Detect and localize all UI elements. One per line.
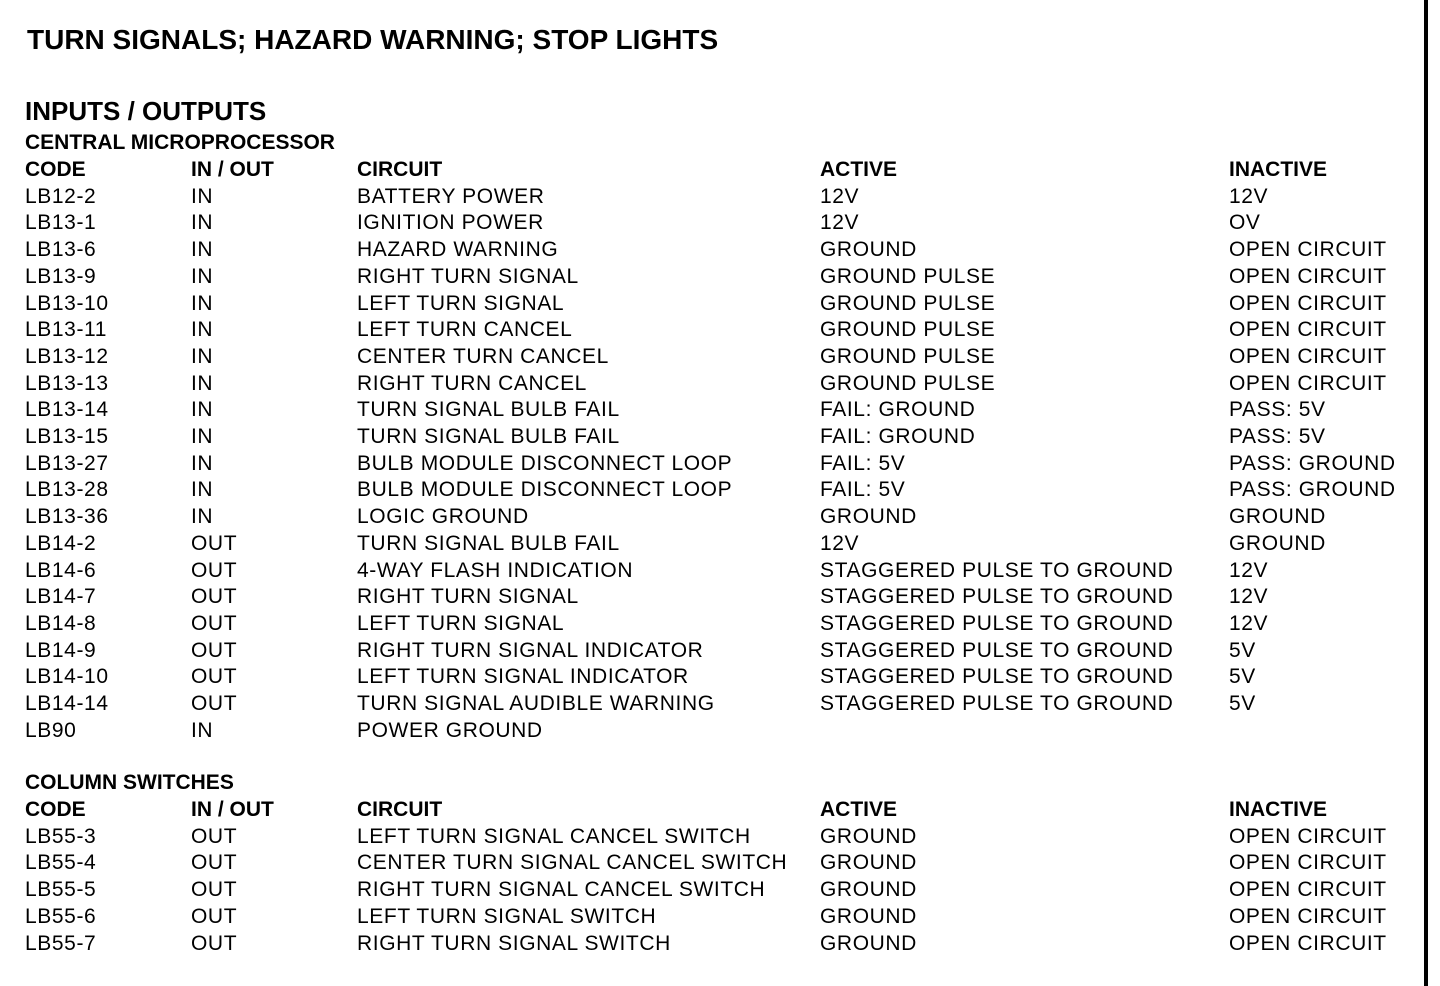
cell-inactive: 12V — [1229, 611, 1269, 635]
cell-code: LB14-2 — [25, 531, 97, 555]
cell-in-out: IN — [191, 264, 214, 288]
header-code: CODE — [25, 798, 86, 821]
cell-code: LB13-27 — [25, 451, 109, 475]
document-title: TURN SIGNALS; HAZARD WARNING; STOP LIGHTS — [27, 24, 719, 55]
cell-inactive: 12V — [1229, 585, 1269, 609]
cell-inactive: PASS: 5V — [1229, 425, 1326, 449]
table-row — [25, 344, 1425, 371]
table-row — [25, 638, 1425, 665]
cell-in-out: OUT — [191, 692, 238, 716]
cell-code: LB13-36 — [25, 505, 109, 529]
cell-active: STAGGERED PULSE TO GROUND — [820, 585, 1174, 609]
cell-code: LB14-14 — [25, 692, 109, 716]
cell-inactive: 12V — [1229, 558, 1269, 582]
cell-active: GROUND PULSE — [820, 344, 996, 368]
cell-active: STAGGERED PULSE TO GROUND — [820, 638, 1174, 662]
cell-inactive: OPEN CIRCUIT — [1229, 931, 1387, 955]
cell-in-out: IN — [191, 398, 214, 422]
cell-circuit: HAZARD WARNING — [357, 238, 559, 262]
cell-in-out: IN — [191, 344, 214, 368]
cell-code: LB12-2 — [25, 184, 97, 208]
cell-code: LB13-28 — [25, 478, 109, 502]
cell-circuit: LEFT TURN SIGNAL — [357, 291, 565, 315]
header-circuit: CIRCUIT — [357, 158, 443, 181]
cell-active: STAGGERED PULSE TO GROUND — [820, 692, 1174, 716]
cell-inactive: 5V — [1229, 665, 1256, 689]
cell-code: LB55-6 — [25, 904, 97, 928]
table-row — [25, 931, 1425, 958]
table-row — [25, 210, 1425, 237]
cell-circuit: LEFT TURN CANCEL — [357, 318, 573, 342]
cell-circuit: RIGHT TURN SIGNAL SWITCH — [357, 931, 671, 955]
table-row — [25, 317, 1425, 344]
cell-in-out: IN — [191, 425, 214, 449]
cell-circuit: TURN SIGNAL AUDIBLE WARNING — [357, 692, 715, 716]
cell-circuit: RIGHT TURN SIGNAL — [357, 585, 579, 609]
cell-circuit: 4-WAY FLASH INDICATION — [357, 558, 634, 582]
table-row — [25, 664, 1425, 691]
cell-inactive: PASS: 5V — [1229, 398, 1326, 422]
cell-in-out: IN — [191, 718, 214, 742]
header-circuit: CIRCUIT — [357, 798, 443, 821]
cell-inactive: PASS: GROUND — [1229, 478, 1396, 502]
cell-inactive: PASS: GROUND — [1229, 451, 1396, 475]
cell-circuit: RIGHT TURN SIGNAL INDICATOR — [357, 638, 704, 662]
cell-in-out: OUT — [191, 665, 238, 689]
cell-inactive: OV — [1229, 211, 1261, 235]
cell-circuit: RIGHT TURN CANCEL — [357, 371, 587, 395]
section-heading: INPUTS / OUTPUTS — [25, 96, 267, 126]
cell-inactive: GROUND — [1229, 505, 1326, 529]
table-row — [25, 424, 1425, 451]
cell-circuit: LOGIC GROUND — [357, 505, 529, 529]
cell-in-out: IN — [191, 318, 214, 342]
central-microprocessor-table — [25, 157, 1425, 744]
cell-inactive: 5V — [1229, 692, 1256, 716]
table-header-row — [25, 157, 1425, 184]
cell-inactive: OPEN CIRCUIT — [1229, 904, 1387, 928]
table-row — [25, 184, 1425, 211]
table-row — [25, 264, 1425, 291]
cell-code: LB90 — [25, 718, 77, 742]
table-row — [25, 558, 1425, 585]
cell-inactive: OPEN CIRCUIT — [1229, 344, 1387, 368]
header-in-out: IN / OUT — [191, 798, 274, 821]
cell-inactive: 5V — [1229, 638, 1256, 662]
cell-in-out: OUT — [191, 904, 238, 928]
header-inactive: INACTIVE — [1229, 798, 1328, 821]
table-row — [25, 237, 1425, 264]
cell-in-out: OUT — [191, 638, 238, 662]
table-title-column-switches: COLUMN SWITCHES — [25, 771, 234, 794]
cell-inactive — [1229, 718, 1425, 745]
cell-circuit: POWER GROUND — [357, 718, 543, 742]
table-row — [25, 584, 1425, 611]
cell-active: GROUND — [820, 238, 917, 262]
cell-code: LB13-15 — [25, 425, 109, 449]
table-row — [25, 291, 1425, 318]
cell-in-out: OUT — [191, 531, 238, 555]
cell-active: 12V — [820, 184, 860, 208]
table-row — [25, 451, 1425, 478]
cell-circuit: BULB MODULE DISCONNECT LOOP — [357, 451, 733, 475]
header-active: ACTIVE — [820, 158, 898, 181]
table-row — [25, 531, 1425, 558]
cell-code: LB14-10 — [25, 665, 109, 689]
cell-circuit: LEFT TURN SIGNAL SWITCH — [357, 904, 657, 928]
table-row — [25, 718, 1425, 745]
cell-inactive: OPEN CIRCUIT — [1229, 371, 1387, 395]
cell-in-out: IN — [191, 238, 214, 262]
cell-active: GROUND — [820, 824, 917, 848]
cell-circuit: BATTERY POWER — [357, 184, 545, 208]
cell-active: STAGGERED PULSE TO GROUND — [820, 558, 1174, 582]
table-row — [25, 850, 1425, 877]
header-in-out: IN / OUT — [191, 158, 274, 181]
cell-active: STAGGERED PULSE TO GROUND — [820, 611, 1174, 635]
cell-active: GROUND PULSE — [820, 318, 996, 342]
cell-in-out: IN — [191, 451, 214, 475]
header-inactive: INACTIVE — [1229, 158, 1328, 181]
cell-inactive: OPEN CIRCUIT — [1229, 291, 1387, 315]
cell-active: 12V — [820, 211, 860, 235]
cell-in-out: IN — [191, 505, 214, 529]
cell-in-out: OUT — [191, 558, 238, 582]
cell-in-out: OUT — [191, 878, 238, 902]
cell-inactive: GROUND — [1229, 531, 1326, 555]
cell-inactive: OPEN CIRCUIT — [1229, 878, 1387, 902]
cell-active: GROUND — [820, 505, 917, 529]
cell-code: LB55-5 — [25, 878, 97, 902]
cell-circuit: RIGHT TURN SIGNAL — [357, 264, 579, 288]
cell-code: LB13-13 — [25, 371, 109, 395]
cell-circuit: CENTER TURN SIGNAL CANCEL SWITCH — [357, 851, 788, 875]
cell-code: LB14-8 — [25, 611, 97, 635]
cell-in-out: IN — [191, 371, 214, 395]
cell-code: LB14-6 — [25, 558, 97, 582]
cell-code: LB13-11 — [25, 318, 108, 342]
cell-active: GROUND — [820, 851, 917, 875]
cell-code: LB13-10 — [25, 291, 109, 315]
cell-in-out: OUT — [191, 851, 238, 875]
table-row — [25, 691, 1425, 718]
cell-inactive: OPEN CIRCUIT — [1229, 318, 1387, 342]
cell-active — [820, 718, 1229, 745]
cell-code: LB55-7 — [25, 931, 97, 955]
cell-circuit: TURN SIGNAL BULB FAIL — [357, 398, 620, 422]
cell-in-out: IN — [191, 291, 214, 315]
cell-active: STAGGERED PULSE TO GROUND — [820, 665, 1174, 689]
cell-active: 12V — [820, 531, 860, 555]
table-row — [25, 397, 1425, 424]
cell-circuit: TURN SIGNAL BULB FAIL — [357, 425, 620, 449]
cell-active: FAIL: 5V — [820, 478, 906, 502]
table-title-central-microprocessor: CENTRAL MICROPROCESSOR — [25, 131, 335, 154]
cell-active: GROUND — [820, 878, 917, 902]
cell-circuit: RIGHT TURN SIGNAL CANCEL SWITCH — [357, 878, 766, 902]
cell-inactive: OPEN CIRCUIT — [1229, 238, 1387, 262]
cell-in-out: IN — [191, 478, 214, 502]
table-row — [25, 371, 1425, 398]
cell-active: GROUND — [820, 931, 917, 955]
cell-code: LB13-9 — [25, 264, 97, 288]
cell-in-out: IN — [191, 184, 214, 208]
table-row — [25, 611, 1425, 638]
cell-inactive: 12V — [1229, 184, 1269, 208]
cell-in-out: IN — [191, 211, 214, 235]
cell-active: GROUND PULSE — [820, 371, 996, 395]
cell-in-out: OUT — [191, 824, 238, 848]
cell-circuit: LEFT TURN SIGNAL CANCEL SWITCH — [357, 824, 751, 848]
cell-inactive: OPEN CIRCUIT — [1229, 851, 1387, 875]
header-active: ACTIVE — [820, 798, 898, 821]
table-row — [25, 904, 1425, 931]
cell-circuit: BULB MODULE DISCONNECT LOOP — [357, 478, 733, 502]
table-header-row — [25, 797, 1425, 824]
cell-circuit: LEFT TURN SIGNAL — [357, 611, 565, 635]
cell-code: LB55-3 — [25, 824, 97, 848]
cell-in-out: OUT — [191, 585, 238, 609]
cell-circuit: LEFT TURN SIGNAL INDICATOR — [357, 665, 689, 689]
cell-active: GROUND — [820, 904, 917, 928]
cell-active: FAIL: 5V — [820, 451, 906, 475]
cell-code: LB13-12 — [25, 344, 109, 368]
cell-active: FAIL: GROUND — [820, 398, 976, 422]
table-row — [25, 877, 1425, 904]
column-switches-table — [25, 797, 1425, 957]
cell-in-out: OUT — [191, 931, 238, 955]
cell-inactive: OPEN CIRCUIT — [1229, 264, 1387, 288]
cell-circuit: TURN SIGNAL BULB FAIL — [357, 531, 620, 555]
table-row — [25, 504, 1425, 531]
header-code: CODE — [25, 158, 86, 181]
cell-circuit: CENTER TURN CANCEL — [357, 344, 609, 368]
cell-code: LB14-9 — [25, 638, 97, 662]
table-row — [25, 477, 1425, 504]
cell-active: FAIL: GROUND — [820, 425, 976, 449]
cell-circuit: IGNITION POWER — [357, 211, 544, 235]
cell-in-out: OUT — [191, 611, 238, 635]
cell-code: LB55-4 — [25, 851, 97, 875]
cell-inactive: OPEN CIRCUIT — [1229, 824, 1387, 848]
cell-code: LB14-7 — [25, 585, 97, 609]
cell-active: GROUND PULSE — [820, 264, 996, 288]
cell-code: LB13-14 — [25, 398, 109, 422]
cell-code: LB13-1 — [25, 211, 97, 235]
table-row — [25, 824, 1425, 851]
cell-code: LB13-6 — [25, 238, 97, 262]
cell-active: GROUND PULSE — [820, 291, 996, 315]
